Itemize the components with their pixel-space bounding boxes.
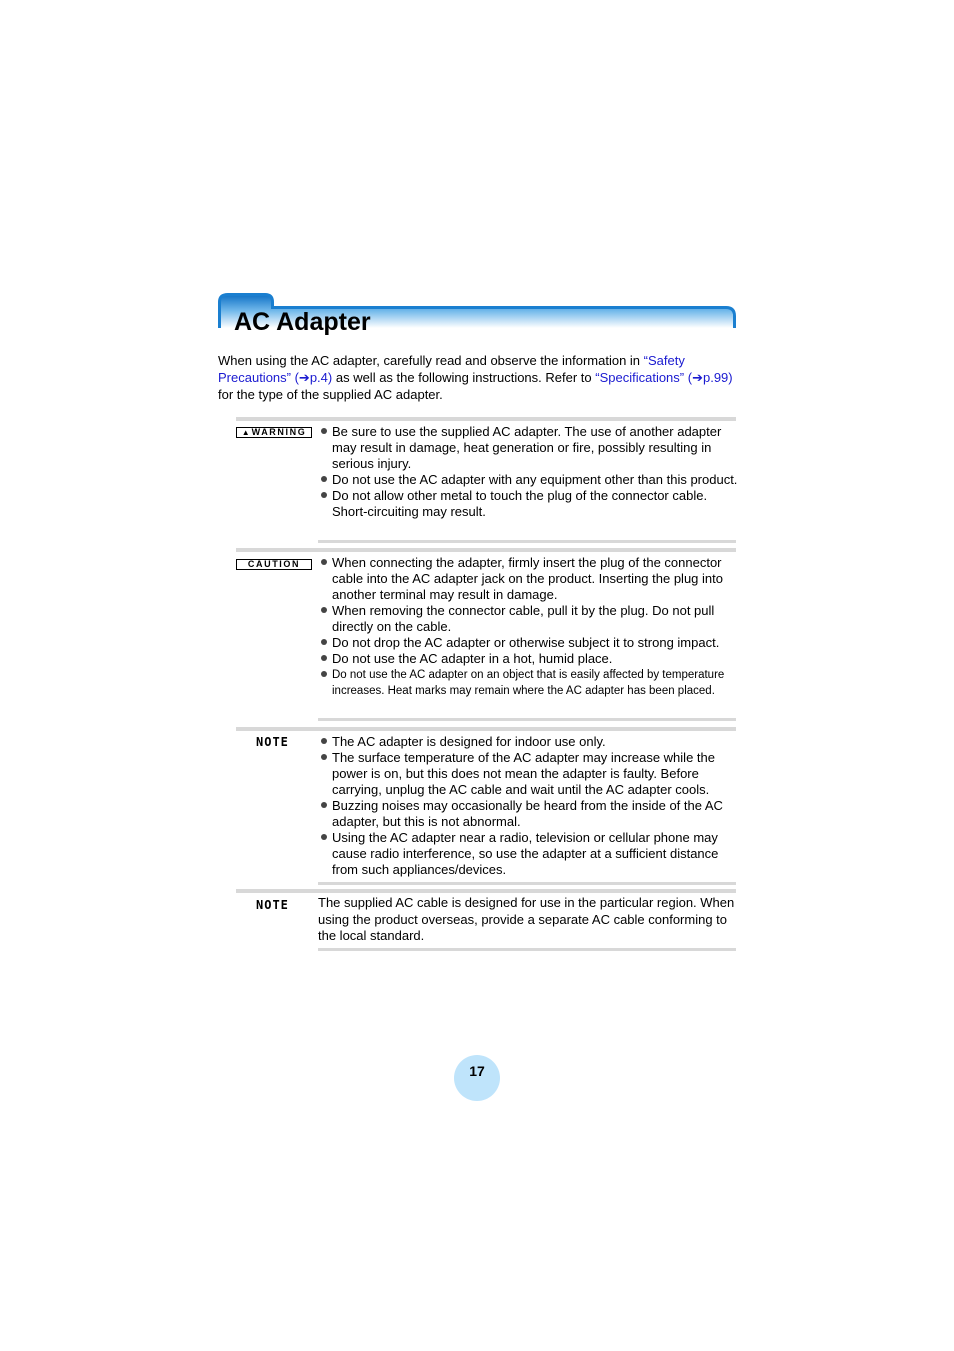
note1-bottom-rule bbox=[318, 882, 736, 885]
list-item: Do not use the AC adapter on an object that is easily affected by temperature increases. Heat marks may remain where the AC adapter has been placed. bbox=[318, 667, 738, 699]
safety-precautions-link[interactable]: “Safety Precautions” ( bbox=[218, 353, 685, 385]
section-heading bbox=[218, 292, 736, 336]
warning-triangle-icon: ▲ bbox=[241, 428, 250, 437]
list-item: Be sure to use the supplied AC adapter. The use of another adapter may result in damage, heat generation or fire, possibly resulting in serious injury. bbox=[318, 424, 738, 472]
caution-bottom-rule bbox=[318, 718, 736, 721]
note2-label: NOTE bbox=[256, 898, 289, 912]
note2-top-rule bbox=[236, 889, 736, 893]
note2-text: The supplied AC cable is designed for use in the particular region. When using the product overseas, provide a separate AC cable conforming to the local standard. bbox=[318, 895, 735, 943]
list-item: Do not allow other metal to touch the plug of the connector cable. Short-circuiting may result. bbox=[318, 488, 738, 520]
list-item: Do not drop the AC adapter or otherwise subject it to strong impact. bbox=[318, 635, 738, 651]
list-item: Do not use the AC adapter in a hot, humid place. bbox=[318, 651, 738, 667]
list-item: When removing the connector cable, pull it by the plug. Do not pull directly on the cable. bbox=[318, 603, 738, 635]
warning-list bbox=[318, 424, 738, 520]
caution-top-rule bbox=[236, 548, 736, 552]
caution-label: CAUTION bbox=[236, 559, 312, 570]
intro-text-1: When using the AC adapter, carefully read and observe the information in bbox=[218, 353, 644, 368]
warning-label bbox=[236, 427, 312, 438]
specifications-page-link[interactable]: p.99) bbox=[702, 370, 733, 385]
note1-label: NOTE bbox=[256, 735, 289, 749]
list-item: The surface temperature of the AC adapter may increase while the power is on, but this does not mean the adapter is faulty. Before carrying, unplug the AC cable and wait until the AC adapter cools. bbox=[318, 750, 738, 798]
page-number-badge bbox=[454, 1055, 500, 1101]
list-item: The AC adapter is designed for indoor use only. bbox=[318, 734, 738, 750]
list-item: Do not use the AC adapter with any equipment other than this product. bbox=[318, 472, 738, 488]
intro-text-2: as well as the following instructions. Refer to bbox=[332, 370, 596, 385]
specifications-link-paren[interactable]: ( bbox=[684, 370, 693, 385]
warning-top-rule bbox=[236, 417, 736, 421]
arrow-right-icon: ➔ bbox=[692, 370, 703, 385]
safety-precautions-page-link[interactable]: p.4) bbox=[309, 370, 333, 385]
caution-list bbox=[318, 555, 738, 699]
list-item: When connecting the adapter, firmly insert the plug of the connector cable into the AC adapter jack on the product. Inserting the plug into another terminal may result in damage. bbox=[318, 555, 738, 603]
intro-paragraph bbox=[218, 352, 736, 403]
warning-label-text: WARNING bbox=[251, 427, 307, 437]
warning-bottom-rule bbox=[318, 540, 736, 543]
note2-bottom-rule bbox=[318, 948, 736, 951]
page-title: AC Adapter bbox=[234, 308, 371, 336]
note1-list bbox=[318, 734, 738, 878]
list-item: Using the AC adapter near a radio, television or cellular phone may cause radio interference, so use the adapter at a sufficient distance from such appliances/devices. bbox=[318, 830, 738, 878]
intro-text-3: for the type of the supplied AC adapter. bbox=[218, 387, 443, 402]
page-number: 17 bbox=[469, 1063, 485, 1079]
note1-top-rule bbox=[236, 727, 736, 731]
arrow-right-icon: ➔ bbox=[298, 370, 310, 385]
specifications-link[interactable]: “Specifications” bbox=[595, 370, 685, 385]
list-item: Buzzing noises may occasionally be heard from the inside of the AC adapter, but this is not abnormal. bbox=[318, 798, 738, 830]
